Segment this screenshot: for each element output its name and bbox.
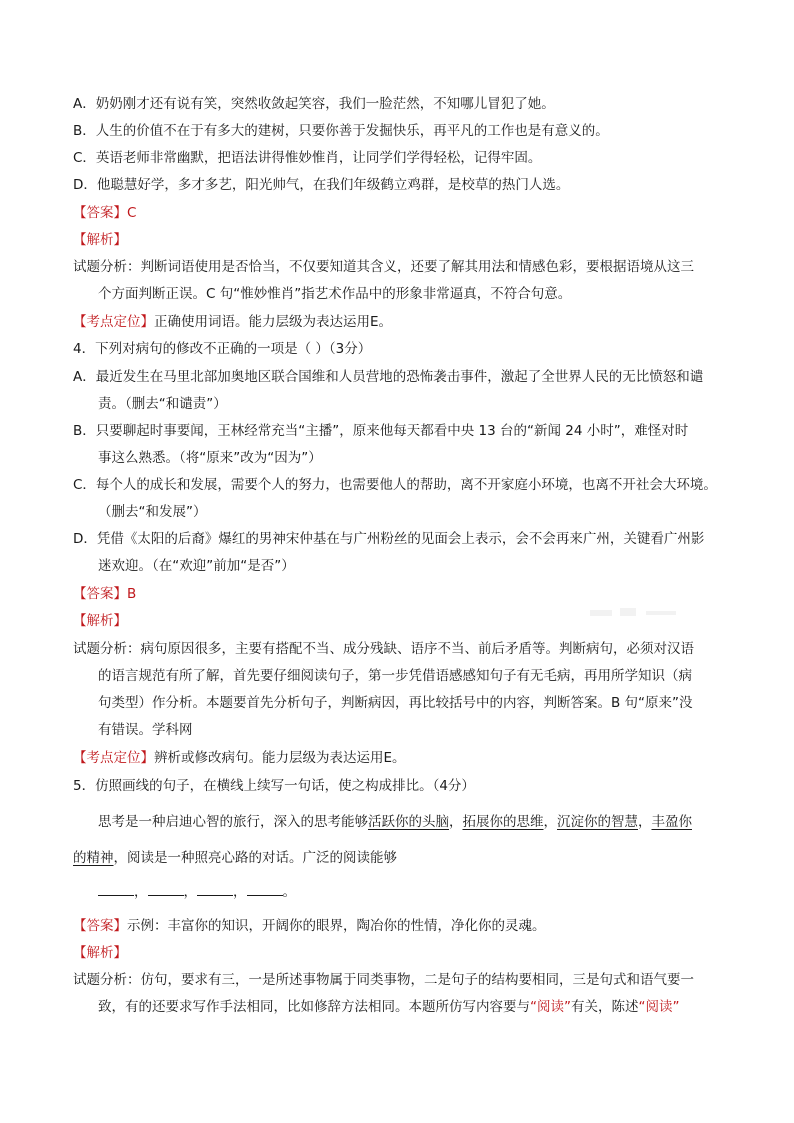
q3-analysis-label: 【解析】 bbox=[73, 232, 127, 248]
answer-value: B bbox=[127, 586, 137, 602]
q4-option-a-line-1: A．最近发生在马里北部加奥地区联合国维和人员营地的恐怖袭击事件，激起了全世界人民的无比愤怒和谴 bbox=[73, 369, 704, 385]
q5-passage-line-2 bbox=[73, 848, 397, 868]
q3-answer bbox=[73, 203, 136, 223]
q4-option-c-line-2: （删去“和发展”） bbox=[98, 504, 207, 520]
analysis-text: 致，有的还要求写作手法相同，比如修辞方法相同。本题所仿写内容要与 bbox=[98, 999, 530, 1015]
separator: ， bbox=[183, 884, 197, 900]
q3-analysis-line-1: 试题分析：判断词语使用是否恰当，不仅要知道其含义，还要了解其用法和情感色彩，要根据语境从这三 bbox=[73, 259, 694, 275]
q5-analysis-line-2 bbox=[98, 997, 680, 1017]
answer-value: C bbox=[127, 205, 137, 221]
underlined-phrase-1: 活跃你的头脑 bbox=[368, 814, 449, 830]
q3-option-c: C．英语老师非常幽默，把语法讲得惟妙惟肖，让同学们学得轻松，记得牢固。 bbox=[73, 150, 542, 166]
q4-option-b-line-1: B．只要聊起时事要闻，王林经常充当“主播”，原来他每天都看中央 13 台的“新闻 24 小时”，难怪对时 bbox=[73, 423, 689, 439]
analysis-text: 有关，陈述 bbox=[571, 999, 639, 1015]
underlined-phrase-2: 拓展你的思维 bbox=[462, 814, 544, 830]
q5-answer bbox=[73, 916, 546, 936]
q4-option-d-line-2: 迷欢迎。（在“欢迎”前加“是否”） bbox=[98, 558, 295, 574]
q4-analysis-line-4: 有错误。学科网 bbox=[98, 722, 193, 738]
q3-option-d: D．他聪慧好学，多才多艺，阳光帅气，在我们年级鹤立鸡群，是校草的热门人选。 bbox=[73, 177, 570, 193]
underlined-phrase-4b: 的精神 bbox=[73, 850, 114, 866]
q4-option-a-line-2: 责。（删去“和谴责”） bbox=[98, 396, 227, 412]
kaodian-label: 【考点定位】 bbox=[73, 750, 154, 766]
answer-text: 示例：丰富你的知识，开阔你的眼界，陶冶你的性情，净化你的灵魂。 bbox=[127, 918, 546, 934]
quoted-term: “阅读” bbox=[530, 999, 571, 1015]
answer-label: 【答案】 bbox=[73, 918, 127, 934]
underlined-phrase-3: 沉淀你的智慧 bbox=[557, 814, 638, 830]
answer-blank-3[interactable] bbox=[197, 883, 233, 896]
q4-option-b-line-2: 事这么熟悉。（将“原来”改为“因为”） bbox=[98, 450, 322, 466]
kaodian-text: 正确使用词语。能力层级为表达运用E。 bbox=[154, 314, 393, 330]
q5-answer-blanks bbox=[98, 882, 296, 902]
q4-analysis-label: 【解析】 bbox=[73, 613, 127, 629]
q4-stem: 4．下列对病句的修改不正确的一项是（ ）（3分） bbox=[73, 341, 372, 357]
q5-passage-line-1 bbox=[98, 812, 692, 832]
q3-option-b: B．人生的价值不在于有多大的建树，只要你善于发掘快乐，再平凡的工作也是有意义的。 bbox=[73, 123, 609, 139]
end-mark: 。 bbox=[282, 884, 296, 900]
q3-analysis-line-2: 个方面判断正误。C 句“惟妙惟肖”指艺术作品中的形象非常逼真，不符合句意。 bbox=[98, 286, 572, 302]
q3-option-a: A．奶奶刚才还有说有笑，突然收敛起笑容，我们一脸茫然，不知哪儿冒犯了她。 bbox=[73, 96, 555, 112]
q4-analysis-line-1: 试题分析：病句原因很多，主要有搭配不当、成分残缺、语序不当、前后矛盾等。判断病句，必须对汉语 bbox=[73, 641, 694, 657]
q3-kaodian bbox=[73, 312, 392, 332]
q4-answer bbox=[73, 584, 136, 604]
q4-kaodian bbox=[73, 748, 406, 768]
answer-blank-1[interactable] bbox=[98, 883, 134, 896]
separator: ， bbox=[449, 814, 463, 830]
watermark-mark bbox=[590, 606, 710, 620]
answer-label: 【答案】 bbox=[73, 586, 127, 602]
separator: ， bbox=[134, 884, 148, 900]
q5-analysis-label: 【解析】 bbox=[73, 945, 127, 961]
separator: ， bbox=[233, 884, 247, 900]
answer-blank-4[interactable] bbox=[247, 883, 283, 896]
passage-text: ，阅读是一种照亮心路的对话。广泛的阅读能够 bbox=[113, 850, 397, 866]
underlined-phrase-4a: 丰盈你 bbox=[651, 814, 692, 830]
q4-option-d-line-1: D．凭借《太阳的后裔》爆红的男神宋仲基在与广州粉丝的见面会上表示，会不会再来广州，关键看广州影 bbox=[73, 531, 705, 547]
kaodian-text: 辨析或修改病句。能力层级为表达运用E。 bbox=[154, 750, 406, 766]
q4-analysis-line-2: 的语言规范有所了解，首先要仔细阅读句子，第一步凭借语感感知句子有无毛病，再用所学知识（病 bbox=[98, 668, 692, 684]
answer-label: 【答案】 bbox=[73, 205, 127, 221]
separator: ， bbox=[638, 814, 652, 830]
quoted-term: “阅读” bbox=[638, 999, 680, 1015]
q5-stem: 5．仿照画线的句子，在横线上续写一句话，使之构成排比。（4分） bbox=[73, 778, 475, 794]
q5-analysis-line-1: 试题分析：仿句，要求有三，一是所述事物属于同类事物，二是句子的结构要相同，三是句式和语气要一 bbox=[73, 972, 694, 988]
kaodian-label: 【考点定位】 bbox=[73, 314, 154, 330]
passage-text: 思考是一种启迪心智的旅行，深入的思考能够 bbox=[98, 814, 368, 830]
q4-option-c-line-1: C．每个人的成长和发展，需要个人的努力，也需要他人的帮助，离不开家庭小环境，也离不开社会大环境。 bbox=[73, 477, 717, 493]
answer-blank-2[interactable] bbox=[148, 883, 184, 896]
separator: ， bbox=[543, 814, 557, 830]
q4-analysis-line-3: 句类型）作分析。本题要首先分析句子，判断病因，再比较括号中的内容，判断答案。B 句“原来”没 bbox=[98, 695, 693, 711]
